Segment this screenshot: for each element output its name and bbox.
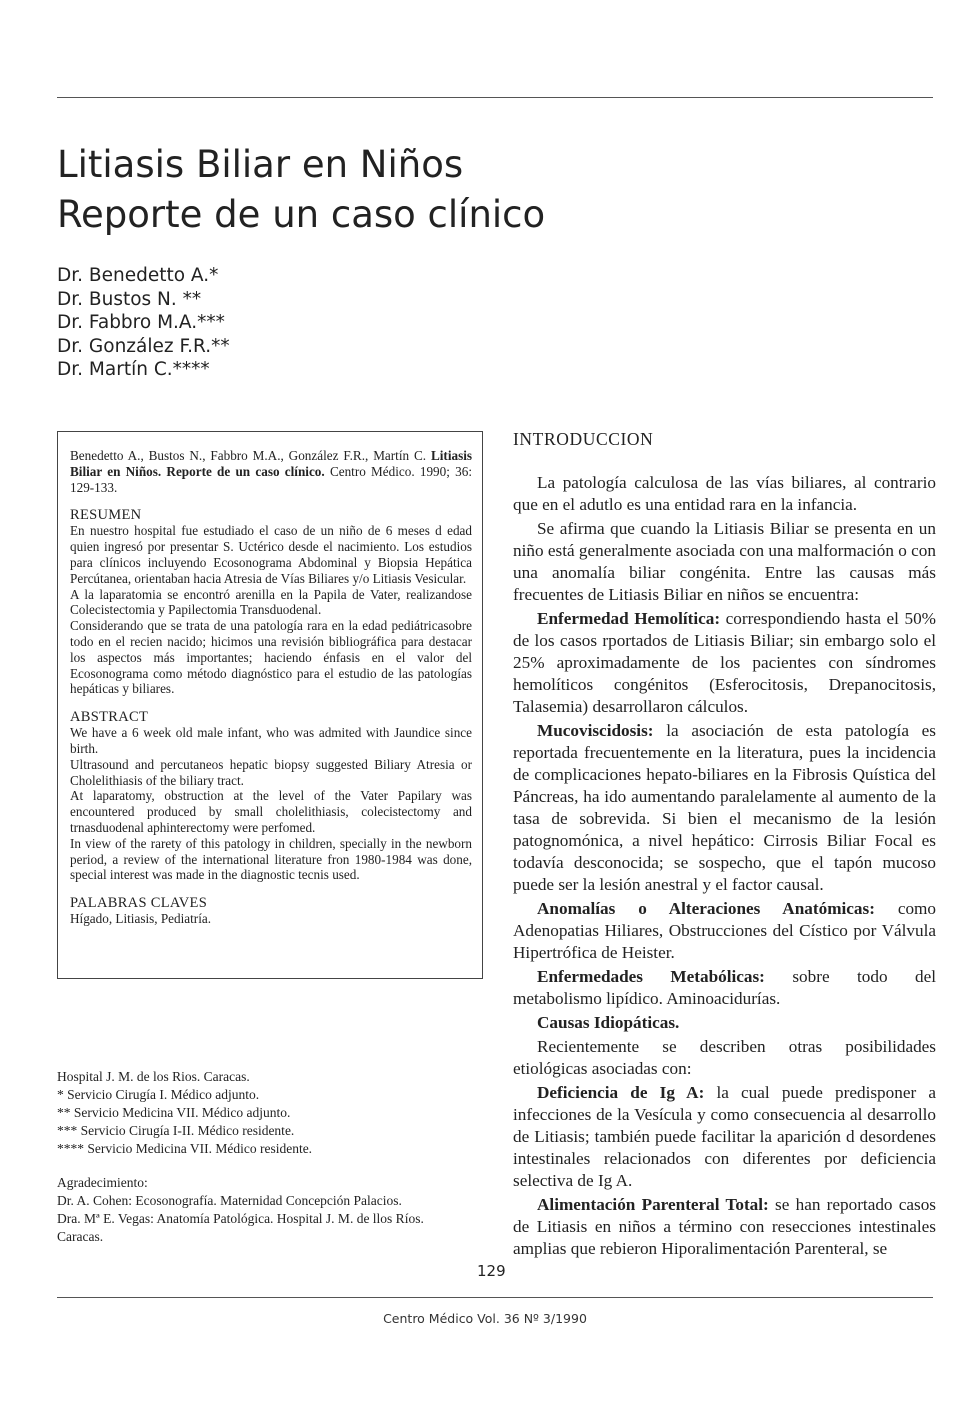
body-paragraph bbox=[513, 1012, 936, 1034]
affiliation-line: * Servicio Cirugía I. Médico adjunto. bbox=[57, 1087, 260, 1102]
page-number: 129 bbox=[477, 1262, 506, 1280]
title-line-2: Reporte de un caso clínico bbox=[57, 193, 546, 236]
body-paragraph bbox=[513, 966, 936, 1010]
author-list bbox=[57, 264, 230, 382]
body-paragraph bbox=[513, 608, 936, 718]
term: Deficiencia de Ig A: bbox=[537, 1083, 705, 1102]
term-description: correspondiendo hasta el 50% de los casos rportados de Litiasis Biliar; sin embargo solo el 25% aproximadamente de los pacientes con síndromes hemolíticos congénitos (Esferocitosis, Drepanocitosis, Talasemia) desarrollaron cálculos. bbox=[513, 609, 936, 716]
author: Dr. Fabbro M.A.*** bbox=[57, 312, 225, 333]
term: Enfermedad Hemolítica: bbox=[537, 609, 721, 628]
body-paragraph bbox=[513, 1194, 936, 1260]
acknowledgment-line: Caracas. bbox=[57, 1229, 104, 1244]
author: Dr. Benedetto A.* bbox=[57, 265, 219, 286]
term: Enfermedades Metabólicas: bbox=[537, 967, 765, 986]
abstract-box bbox=[57, 431, 483, 979]
abstract-heading: ABSTRACT bbox=[70, 709, 149, 726]
author: Dr. Martín C.**** bbox=[57, 359, 210, 380]
citation bbox=[70, 448, 472, 495]
citation-authors: Benedetto A., Bustos N., Fabbro M.A., González F.R., Martín C. bbox=[70, 448, 427, 463]
resumen-paragraph: En nuestro hospital fue estudiado el caso de un niño de 6 meses d edad quien ingresó por presentar S. Uctérico desde el nacimiento. Los estudios para clínicos incluyendo Ecosonograma Abdominal y Biopsia Hepática Percútanea, orientaban hacia Atresia de Vías Biliares y/o Litiasis Vesicular. bbox=[70, 523, 472, 586]
body-paragraph bbox=[513, 1082, 936, 1192]
journal-footer: Centro Médico Vol. 36 Nº 3/1990 bbox=[383, 1311, 587, 1326]
body-paragraph: Recientemente se describen otras posibilidades etiológicas asociadas con: bbox=[513, 1037, 936, 1078]
affiliation-line: *** Servicio Cirugía I-II. Médico residente. bbox=[57, 1123, 295, 1138]
term: Causas Idiopáticas. bbox=[537, 1013, 680, 1032]
body-paragraph bbox=[513, 898, 936, 964]
introduction-column bbox=[513, 428, 936, 1262]
author: Dr. Bustos N. ** bbox=[57, 288, 202, 310]
author: Dr. González F.R.** bbox=[57, 335, 230, 357]
abstract-paragraph: We have a 6 week old male infant, who was admited with Jaundice since birth. bbox=[70, 725, 472, 756]
top-rule bbox=[57, 97, 933, 98]
term: Mucoviscidosis: bbox=[537, 721, 654, 740]
keywords: Hígado, Litiasis, Pediatría. bbox=[70, 911, 212, 927]
resumen-heading: RESUMEN bbox=[70, 507, 142, 524]
acknowledgment-line: Agradecimiento: bbox=[57, 1175, 148, 1190]
bottom-rule bbox=[57, 1297, 933, 1298]
keywords-heading: PALABRAS CLAVES bbox=[70, 895, 208, 912]
section-heading: INTRODUCCION bbox=[513, 429, 654, 449]
body-paragraph: Se afirma que cuando la Litiasis Biliar se presenta en un niño está generalmente asociada con una malformación o con una anomalía biliar congénita. Entre las causas más frecuentes de Litiasis Biliar en niños se encuentra: bbox=[513, 519, 936, 604]
resumen-paragraph: A la laparatomia se encontró arenilla en la Papila de Vater, realizandose Colecistectomia y Papilectomia Transduodenal. bbox=[70, 586, 472, 618]
acknowledgments bbox=[57, 1174, 424, 1246]
term: Alimentación Parenteral Total: bbox=[537, 1195, 769, 1214]
citation-source: Centro Médico. 1990; 36: 129-133. bbox=[70, 463, 472, 495]
abstract-paragraph: Ultrasound and percutaneos hepatic biopsy suggested Biliary Atresia or Cholelithiasis of the biliary tract. bbox=[70, 756, 472, 788]
citation-title: Litiasis Biliar en Niños. Reporte de un caso clínico. bbox=[70, 448, 473, 479]
abstract-paragraph: In view of the rarety of this patology in children, specially in the newborn period, a review of the international literature fron 1980-1984 was done, special interest was made in the diagnostic tecnis used. bbox=[70, 835, 472, 883]
acknowledgment-line: Dra. Mª E. Vegas: Anatomía Patológica. Hospital J. M. de llos Ríos. bbox=[57, 1211, 424, 1226]
affiliation-line: Hospital J. M. de los Rios. Caracas. bbox=[57, 1069, 250, 1084]
body-paragraph bbox=[513, 720, 936, 896]
term-description: como Adenopatias Hiliares, Obstrucciones del Cístico por Válvula Hipertrófica de Heister. bbox=[513, 899, 936, 962]
term-description: la asociación de esta patología es reportada frecuentemente en la literatura, pues la incidencia de complicaciones hepato-biliares en la Fibrosis Quística del Páncreas, ha ido aumentando paralelamente al aumento de la tasa de sobrevida. Si bien el mecanismo de la lesión patognomónica, a nivel hepático: Cirrosis Biliar Focal es todavía desconocida; se sospecho, que el tapón mucoso puede ser la lesión anestral y el factor causal. bbox=[513, 721, 936, 894]
term: Anomalías o Alteraciones Anatómicas: bbox=[537, 899, 875, 918]
term-description: la cual puede predisponer a infecciones de la Vesícula y como consecuencia al desarrollo de Litiasis; también puede facilitar la aparición d desordenes intestinales relacionados con diferentes por deficiencia selectiva de Ig A. bbox=[513, 1083, 936, 1190]
term-description: sobre todo del metabolismo lipídico. Aminoacidurías. bbox=[513, 967, 936, 1008]
affiliation-line: **** Servicio Medicina VII. Médico residente. bbox=[57, 1141, 313, 1156]
affiliations bbox=[57, 1068, 312, 1158]
affiliation-line: ** Servicio Medicina VII. Médico adjunto. bbox=[57, 1105, 291, 1120]
article-title bbox=[57, 140, 545, 240]
term-description: se han reportado casos de Litiasis en niños a término con resecciones intestinales amplias que rebieron Hiporalimentación Parenteral, se bbox=[513, 1195, 936, 1258]
abstract-paragraph: At laparatomy, obstruction at the level of the Vater Papilary was encountered produced by small cholelithiasis, colecistectomy and trnasduodenal aphinterectomy were perfomed. bbox=[70, 788, 472, 835]
body-paragraph: La patología calculosa de las vías biliares, al contrario que en el adutlo es una entidad rara en la infancia. bbox=[513, 473, 936, 514]
resumen-paragraph: Considerando que se trata de una patología rara en la edad pediátricasobre todo en el recien nacido; hicimos una revisión bibliográfica para destacar los aspectos más importantes; haciendo énfasis en el valor del Ecosonograma como método diagnóstico para el estudio de las patologías hepáticas y biliares. bbox=[70, 618, 472, 697]
acknowledgment-line: Dr. A. Cohen: Ecosonografía. Maternidad Concepción Palacios. bbox=[57, 1193, 402, 1208]
title-line-1: Litiasis Biliar en Niños bbox=[57, 143, 464, 186]
